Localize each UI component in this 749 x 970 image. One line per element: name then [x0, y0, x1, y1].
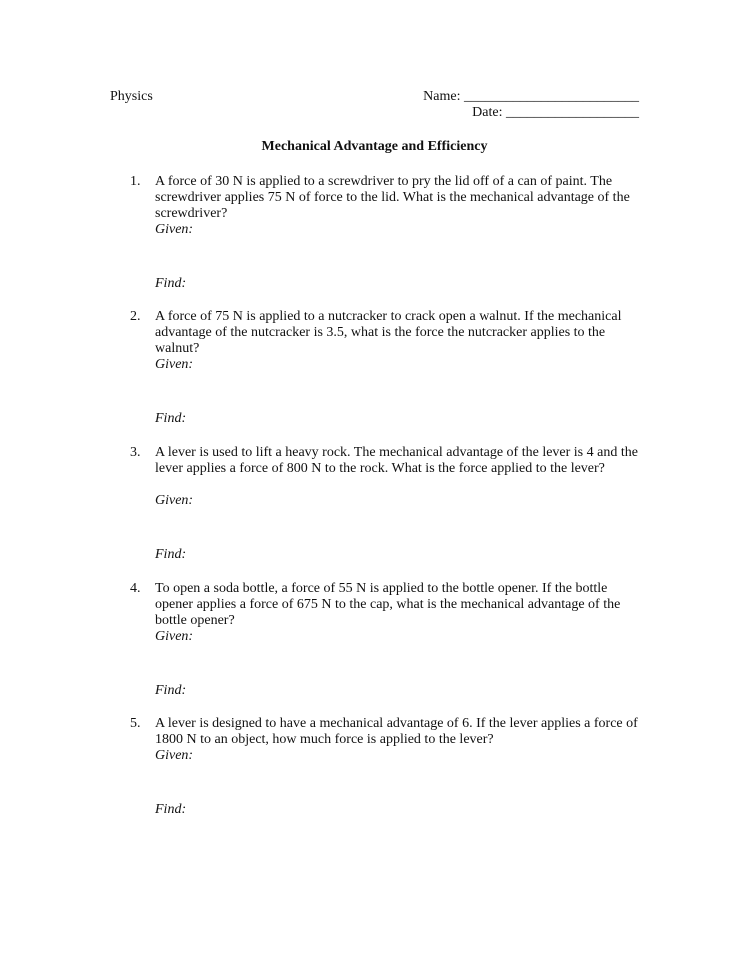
find-label: Find: [155, 802, 187, 817]
question-number: 1. [130, 174, 141, 189]
question-text: A force of 30 N is applied to a screwdriver to pry the lid off of a can of paint. The screwdriver applies 75 N of force to the lid. What is the mechanical advantage of the screwdriver? [155, 174, 630, 221]
given-label: Given: [155, 222, 194, 237]
date-field-line: Date: ___________________ [472, 105, 639, 120]
find-label: Find: [155, 276, 187, 291]
given-label: Given: [155, 748, 194, 763]
question-number: 4. [130, 581, 141, 596]
subject-label: Physics [110, 89, 153, 104]
page-title: Mechanical Advantage and Efficiency [261, 139, 488, 154]
given-label: Given: [155, 357, 194, 372]
question-text: A lever is used to lift a heavy rock. The mechanical advantage of the lever is 4 and the lever applies a force of 800 N to the rock. What is the force applied to the lever? [155, 445, 638, 476]
name-field-line: Name: _________________________ [423, 89, 639, 104]
find-label: Find: [155, 683, 187, 698]
given-label: Given: [155, 629, 194, 644]
question-number: 5. [130, 716, 141, 731]
find-label: Find: [155, 547, 187, 562]
question-number: 3. [130, 445, 141, 460]
question-number: 2. [130, 309, 141, 324]
question-text: A force of 75 N is applied to a nutcracker to crack open a walnut. If the mechanical advantage of the nutcracker is 3.5, what is the force the nutcracker applies to the walnut? [155, 309, 622, 356]
find-label: Find: [155, 411, 187, 426]
name-date-block [423, 89, 639, 121]
question-text: A lever is designed to have a mechanical advantage of 6. If the lever applies a force of 1800 N to an object, how much force is applied to the lever? [155, 716, 638, 747]
question-text: To open a soda bottle, a force of 55 N is applied to the bottle opener. If the bottle opener applies a force of 675 N to the cap, what is the mechanical advantage of the bottle opener? [155, 581, 621, 628]
given-label: Given: [155, 493, 194, 508]
